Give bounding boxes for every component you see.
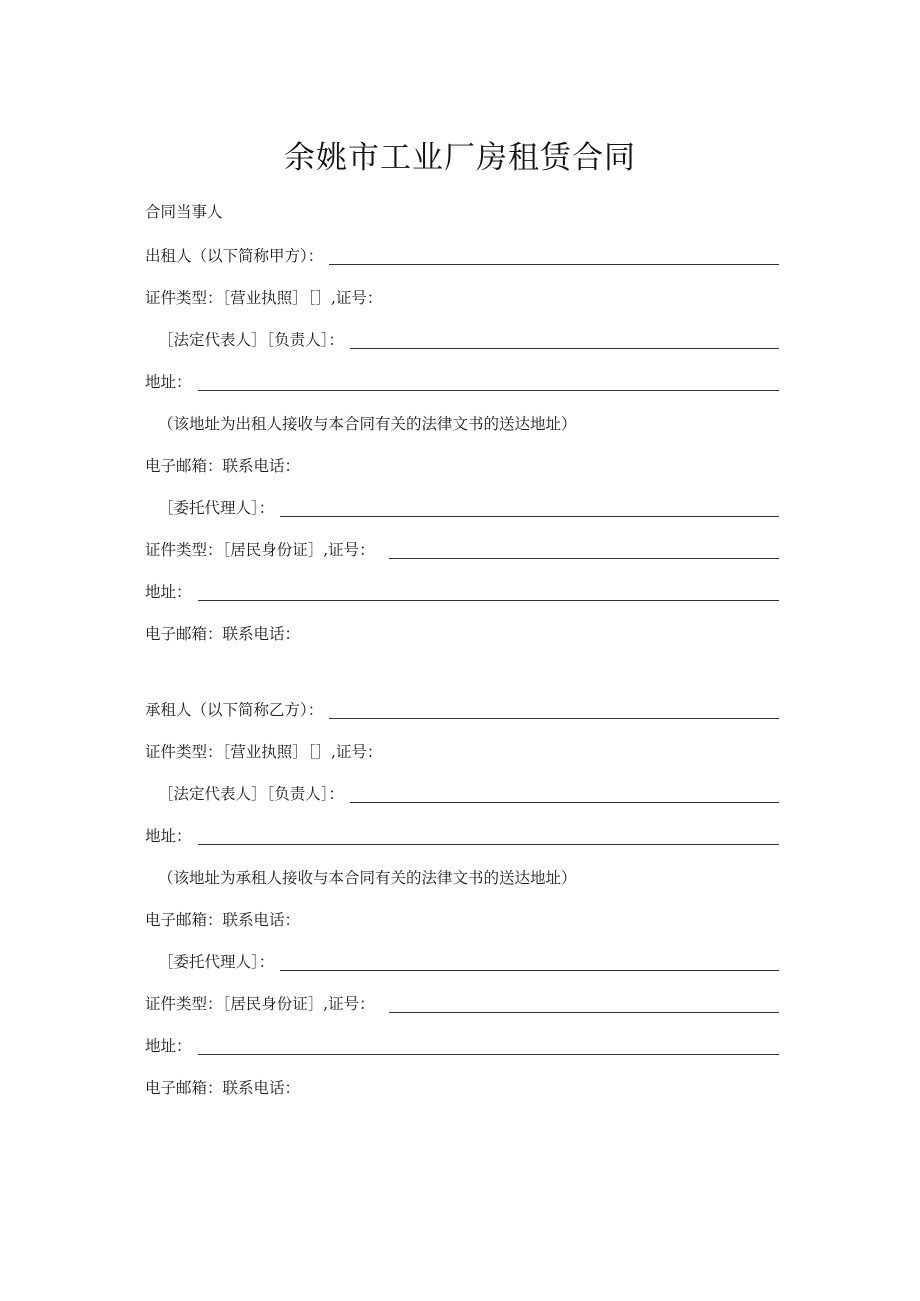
lessor-id-type-label: 证件类型：［营业执照］［］,证号： bbox=[145, 289, 383, 307]
lessee-agent-id-blank[interactable] bbox=[389, 1011, 779, 1013]
lessee-address-blank[interactable] bbox=[198, 843, 779, 845]
lessee-agent-blank[interactable] bbox=[280, 969, 779, 971]
lessor-party-label: 出租人（以下简称甲方）： bbox=[145, 247, 324, 265]
lessee-agent-contact-line bbox=[145, 1072, 779, 1098]
lessor-address-blank[interactable] bbox=[198, 389, 779, 391]
lessee-agent-label: ［委托代理人］： bbox=[158, 953, 275, 971]
lessee-id-type-label: 证件类型：［营业执照］［］,证号： bbox=[145, 743, 383, 761]
lessor-rep-blank[interactable] bbox=[350, 347, 779, 349]
lessor-rep-label: ［法定代表人］［负责人］： bbox=[158, 331, 345, 349]
lessor-contact-label: 电子邮箱：联系电话： bbox=[145, 457, 301, 475]
lessor-id-type-line bbox=[145, 282, 779, 308]
lessor-agent-address-label: 地址： bbox=[145, 583, 192, 601]
lessee-agent-address-label: 地址： bbox=[145, 1037, 192, 1055]
lessee-party-blank[interactable] bbox=[329, 717, 779, 719]
lessor-address-note-line bbox=[158, 408, 779, 434]
lessee-id-type-line bbox=[145, 736, 779, 762]
document-title: 余姚市工业厂房租赁合同 bbox=[284, 140, 636, 176]
lessee-contact-line bbox=[145, 904, 779, 930]
lessor-agent-id-blank[interactable] bbox=[389, 557, 779, 559]
lessor-address-note: （该地址为出租人接收与本合同有关的法律文书的送达地址） bbox=[158, 415, 577, 433]
lessee-contact-label: 电子邮箱：联系电话： bbox=[145, 911, 301, 929]
lessee-address-line bbox=[145, 820, 779, 846]
lessee-agent-contact-label: 电子邮箱：联系电话： bbox=[145, 1079, 301, 1097]
lessor-address-line bbox=[145, 366, 779, 392]
lessor-agent-id-line bbox=[145, 534, 779, 560]
intro-label: 合同当事人 bbox=[145, 203, 223, 221]
lessor-party-line bbox=[145, 240, 779, 266]
lessee-agent-address-line bbox=[145, 1030, 779, 1056]
lessor-agent-address-line bbox=[145, 576, 779, 602]
lessee-party-label: 承租人（以下简称乙方）： bbox=[145, 701, 324, 719]
lessee-rep-line bbox=[158, 778, 779, 804]
lessee-address-note: （该地址为承租人接收与本合同有关的法律文书的送达地址） bbox=[158, 869, 577, 887]
lessor-agent-blank[interactable] bbox=[280, 515, 779, 517]
lessor-agent-id-label: 证件类型：［居民身份证］,证号： bbox=[145, 541, 375, 559]
lessor-party-blank[interactable] bbox=[329, 263, 779, 265]
lessor-agent-line bbox=[158, 492, 779, 518]
lessee-agent-id-line bbox=[145, 988, 779, 1014]
lessor-agent-contact-line bbox=[145, 618, 779, 644]
lessee-party-line bbox=[145, 694, 779, 720]
lessee-address-label: 地址： bbox=[145, 827, 192, 845]
lessor-contact-line bbox=[145, 450, 779, 476]
lessor-rep-line bbox=[158, 324, 779, 350]
lessee-agent-address-blank[interactable] bbox=[198, 1053, 779, 1055]
lessee-rep-label: ［法定代表人］［负责人］： bbox=[158, 785, 345, 803]
lessee-agent-id-label: 证件类型：［居民身份证］,证号： bbox=[145, 995, 375, 1013]
lessee-rep-blank[interactable] bbox=[350, 801, 779, 803]
lessor-agent-contact-label: 电子邮箱：联系电话： bbox=[145, 625, 301, 643]
lessee-agent-line bbox=[158, 946, 779, 972]
lessor-address-label: 地址： bbox=[145, 373, 192, 391]
lessor-agent-label: ［委托代理人］： bbox=[158, 499, 275, 517]
intro-line bbox=[145, 196, 779, 222]
lessee-address-note-line bbox=[158, 862, 779, 888]
lessor-agent-address-blank[interactable] bbox=[198, 599, 779, 601]
